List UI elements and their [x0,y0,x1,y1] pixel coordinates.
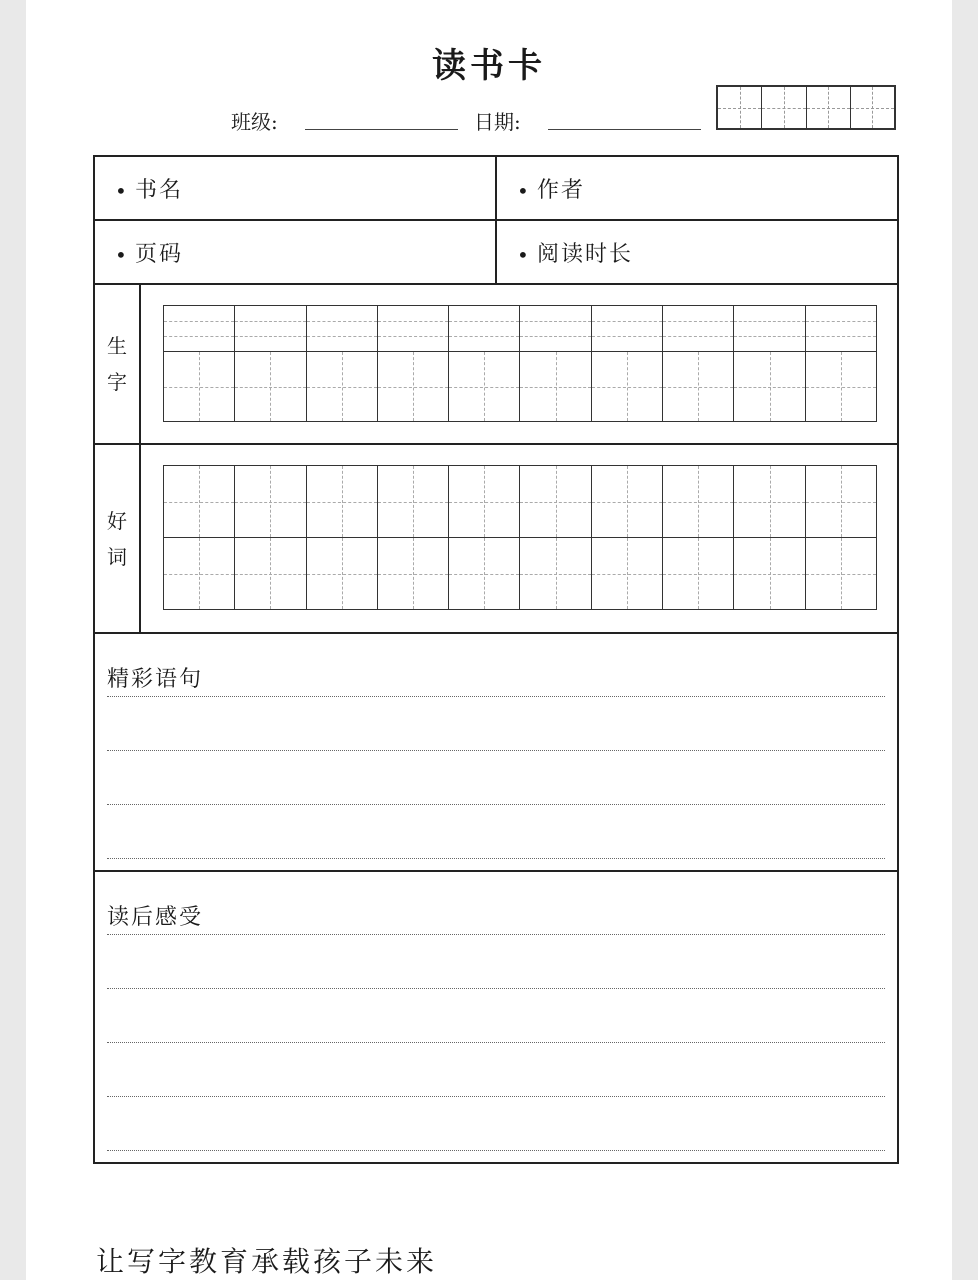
good-words-grid[interactable] [163,465,877,610]
good-words-label: 好 词 [95,445,141,632]
good-words-section [95,445,897,634]
character-cell[interactable] [449,466,520,537]
character-cell[interactable] [806,466,876,537]
writing-line[interactable] [107,1150,885,1151]
character-cell[interactable] [734,466,805,537]
character-cell[interactable] [520,466,591,537]
pinyin-cell[interactable] [378,306,449,351]
writing-line[interactable] [107,858,885,859]
reading-time-field[interactable] [497,221,897,283]
book-name-label: 书名 [135,178,184,203]
character-row [164,466,876,538]
character-row [164,352,876,421]
pinyin-cell[interactable] [235,306,306,351]
writing-line[interactable] [107,1096,885,1097]
character-row [164,538,876,609]
score-box[interactable] [716,85,896,130]
pinyin-cell[interactable] [520,306,591,351]
pinyin-cell[interactable] [449,306,520,351]
pinyin-cell[interactable] [307,306,378,351]
character-cell[interactable] [734,538,805,609]
pinyin-cell[interactable] [663,306,734,351]
character-cell[interactable] [592,352,663,421]
character-cell[interactable] [520,538,591,609]
excerpts-heading: 精彩语句 [107,667,204,692]
character-cell[interactable] [806,352,876,421]
bullet-icon: • [115,179,127,203]
new-characters-section [95,285,897,445]
author-label: 作者 [537,178,586,203]
pages-label: 页码 [135,242,184,267]
author-field[interactable] [497,157,897,219]
page-title: 读书卡 [432,46,546,86]
character-cell[interactable] [663,466,734,537]
character-cell[interactable] [663,352,734,421]
writing-line[interactable] [107,934,885,935]
character-cell[interactable] [164,538,235,609]
character-cell[interactable] [307,352,378,421]
pinyin-cell[interactable] [806,306,876,351]
writing-line[interactable] [107,696,885,697]
excerpts-section [95,634,897,872]
new-characters-grid[interactable] [163,305,877,422]
info-row-pages [95,221,897,285]
character-cell[interactable] [235,466,306,537]
writing-line[interactable] [107,988,885,989]
date-field-line[interactable] [548,129,701,130]
score-cell[interactable] [851,87,894,128]
score-cell[interactable] [718,87,762,128]
info-row-title [95,157,897,221]
reading-time-label: 阅读时长 [537,242,634,267]
reading-card [93,155,899,1164]
character-cell[interactable] [235,538,306,609]
class-field-line[interactable] [305,129,458,130]
bullet-icon: • [115,243,127,267]
writing-line[interactable] [107,1042,885,1043]
character-cell[interactable] [378,352,449,421]
bullet-icon: • [517,243,529,267]
character-cell[interactable] [164,466,235,537]
footer-slogan: 让写字教育承载孩子未来 [96,1245,438,1278]
date-label: 日期: [474,110,521,134]
character-cell[interactable] [378,466,449,537]
score-cell[interactable] [807,87,851,128]
character-cell[interactable] [592,538,663,609]
score-cell[interactable] [762,87,806,128]
bullet-icon: • [517,179,529,203]
character-cell[interactable] [734,352,805,421]
pinyin-cell[interactable] [592,306,663,351]
character-cell[interactable] [806,538,876,609]
character-cell[interactable] [235,352,306,421]
reflection-heading: 读后感受 [107,905,204,930]
character-cell[interactable] [378,538,449,609]
character-cell[interactable] [449,352,520,421]
character-cell[interactable] [449,538,520,609]
class-label: 班级: [231,110,278,134]
character-cell[interactable] [307,538,378,609]
character-cell[interactable] [592,466,663,537]
writing-line[interactable] [107,804,885,805]
reflection-section [95,872,897,1162]
pages-field[interactable] [95,221,497,283]
character-cell[interactable] [520,352,591,421]
character-cell[interactable] [307,466,378,537]
character-cell[interactable] [663,538,734,609]
pinyin-cell[interactable] [164,306,235,351]
writing-line[interactable] [107,750,885,751]
pinyin-row [164,306,876,352]
character-cell[interactable] [164,352,235,421]
book-name-field[interactable] [95,157,497,219]
pinyin-cell[interactable] [734,306,805,351]
new-characters-label: 生 字 [95,285,141,443]
